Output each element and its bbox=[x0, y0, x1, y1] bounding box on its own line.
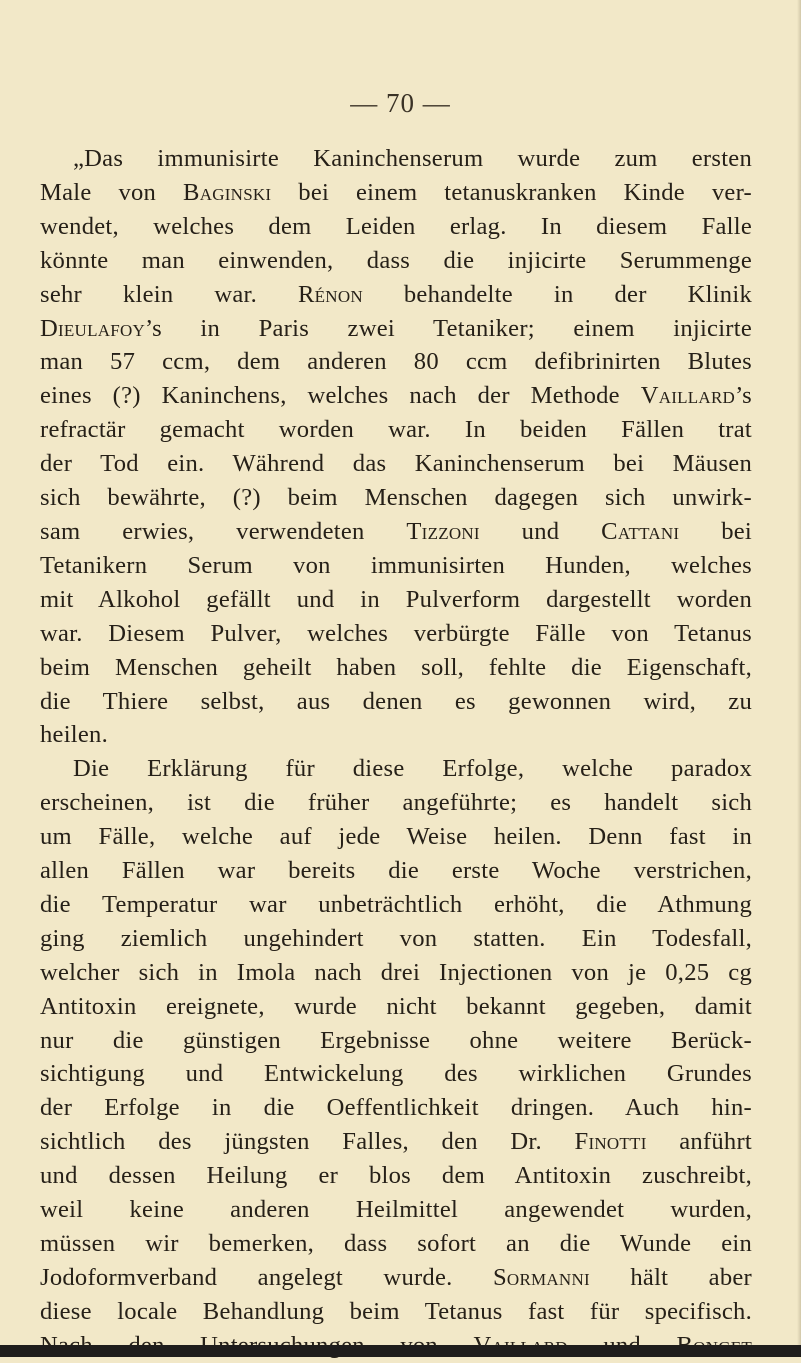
paragraph bbox=[40, 142, 752, 752]
text-line bbox=[40, 413, 752, 447]
text-run: war. Diesem Pulver, welches verbürgte Fälle von Tetanus bbox=[40, 619, 752, 647]
text-line bbox=[40, 786, 752, 820]
author-name: Baginski bbox=[183, 178, 272, 206]
text-line bbox=[40, 515, 752, 549]
text-run: Jodoformverband angelegt wurde. bbox=[40, 1263, 493, 1291]
text-run: allen Fällen war bereits die erste Woche verstrichen, bbox=[40, 857, 752, 885]
text-run: Antitoxin ereignete, wurde nicht bekannt gegeben, damit bbox=[40, 992, 752, 1020]
author-name: Rénon bbox=[298, 280, 363, 308]
text-run: bei bbox=[679, 517, 752, 545]
text-line bbox=[40, 888, 752, 922]
text-run: ’s bbox=[735, 382, 752, 410]
text-line bbox=[40, 922, 752, 956]
text-run: ging ziemlich ungehindert von statten. Ein Todesfall, bbox=[40, 924, 752, 952]
text-line bbox=[40, 1125, 752, 1159]
text-run: eines (?) Kaninchens, welches nach der Methode bbox=[40, 382, 641, 410]
text-line bbox=[40, 820, 752, 854]
text-run: heilen. bbox=[40, 721, 108, 749]
text-run: hält aber bbox=[589, 1263, 753, 1291]
text-line bbox=[40, 1295, 752, 1329]
text-run: refractär gemacht worden war. In beiden Fällen trat bbox=[40, 416, 752, 444]
body-text bbox=[40, 142, 752, 1363]
text-run: sichtigung und Entwickelung des wirklichen Grundes bbox=[40, 1060, 752, 1088]
text-line bbox=[40, 481, 752, 515]
text-line bbox=[40, 718, 752, 752]
text-line bbox=[40, 651, 752, 685]
text-run: erscheinen, ist die früher angeführte; es handelt sich bbox=[40, 789, 752, 817]
text-line bbox=[40, 549, 752, 583]
text-run: „Das immunisirte Kaninchenserum wurde zum ersten bbox=[73, 145, 752, 172]
page-edge-shadow bbox=[797, 0, 801, 1357]
text-line bbox=[40, 210, 752, 244]
text-run: ’s in Paris zwei Tetaniker; einem injicirte bbox=[145, 314, 752, 342]
text-run: müssen wir bemerken, dass sofort an die Wunde ein bbox=[40, 1230, 752, 1257]
author-name: Tizzoni bbox=[406, 517, 480, 545]
author-name: Dieulafoy bbox=[40, 314, 146, 342]
text-run: und bbox=[479, 517, 602, 545]
text-line bbox=[40, 447, 752, 481]
text-run: könnte man einwenden, dass die injicirte Serummenge bbox=[40, 246, 752, 274]
text-run: Male von bbox=[40, 178, 184, 206]
text-run: behandelte in der Klinik bbox=[362, 280, 752, 308]
text-line bbox=[40, 685, 752, 719]
text-run: nur die günstigen Ergebnisse ohne weitere Berück- bbox=[40, 1026, 752, 1054]
text-run: der Erfolge in die Oeffentlichkeit dringen. Auch hin- bbox=[40, 1094, 752, 1122]
text-line bbox=[40, 854, 752, 888]
text-line bbox=[40, 278, 752, 312]
text-run: mit Alkohol gefällt und in Pulverform dargestellt worden bbox=[40, 585, 752, 613]
text-line bbox=[40, 752, 752, 786]
text-run: anführt bbox=[646, 1128, 752, 1156]
text-run: welcher sich in Imola nach drei Injectionen von je 0,25 cg bbox=[40, 958, 752, 986]
text-line bbox=[40, 1091, 752, 1125]
text-run: sam erwies, verwendeten bbox=[40, 517, 407, 545]
author-name: Vaillard bbox=[640, 382, 736, 410]
text-run: Tetanikern Serum von immunisirten Hunden, welches bbox=[40, 551, 752, 579]
text-line bbox=[40, 1193, 752, 1227]
text-run: sichtlich des jüngsten Falles, den Dr. bbox=[40, 1128, 575, 1156]
page-number: — 70 — bbox=[350, 88, 451, 118]
author-name: Sormanni bbox=[493, 1263, 590, 1291]
text-line bbox=[40, 176, 752, 210]
paragraph bbox=[40, 752, 752, 1362]
text-line bbox=[40, 312, 752, 346]
text-run: wendet, welches dem Leiden erlag. In diesem Falle bbox=[40, 212, 752, 240]
text-line bbox=[40, 1057, 752, 1091]
author-name: Finotti bbox=[574, 1128, 647, 1156]
text-line bbox=[40, 244, 752, 278]
text-line bbox=[40, 990, 752, 1024]
text-line bbox=[40, 142, 752, 176]
text-line bbox=[40, 617, 752, 651]
text-run: beim Menschen geheilt haben soll, fehlte die Eigenschaft, bbox=[40, 653, 752, 681]
text-line bbox=[40, 379, 752, 413]
text-run: die Thiere selbst, aus denen es gewonnen wird, zu bbox=[40, 687, 752, 715]
text-line bbox=[40, 583, 752, 617]
text-run: die Temperatur war unbeträchtlich erhöht, die Athmung bbox=[40, 890, 752, 918]
text-line bbox=[40, 1261, 752, 1295]
scan-bottom-border bbox=[0, 1345, 801, 1357]
author-name: Cattani bbox=[601, 517, 680, 545]
text-line bbox=[40, 1227, 752, 1261]
text-line bbox=[40, 345, 752, 379]
text-run: sich bewährte, (?) beim Menschen dagegen sich unwirk- bbox=[40, 484, 752, 512]
text-run: und dessen Heilung er blos dem Antitoxin zuschreibt, bbox=[40, 1162, 752, 1190]
text-run: man 57 ccm, dem anderen 80 ccm defibrinirten Blutes bbox=[40, 348, 752, 376]
text-run: weil keine anderen Heilmittel angewendet wurden, bbox=[40, 1196, 752, 1224]
text-run: Die Erklärung für diese Erfolge, welche paradox bbox=[73, 755, 752, 783]
text-run: diese locale Behandlung beim Tetanus fast für specifisch. bbox=[40, 1297, 752, 1325]
text-run: um Fälle, welche auf jede Weise heilen. Denn fast in bbox=[40, 823, 752, 851]
text-line bbox=[40, 1159, 752, 1193]
text-line bbox=[40, 1024, 752, 1058]
text-run: bei einem tetanuskranken Kinde ver- bbox=[271, 178, 752, 206]
text-run: der Tod ein. Während das Kaninchenserum bei Mäusen bbox=[40, 450, 752, 478]
text-line bbox=[40, 956, 752, 990]
text-run: sehr klein war. bbox=[40, 280, 299, 308]
